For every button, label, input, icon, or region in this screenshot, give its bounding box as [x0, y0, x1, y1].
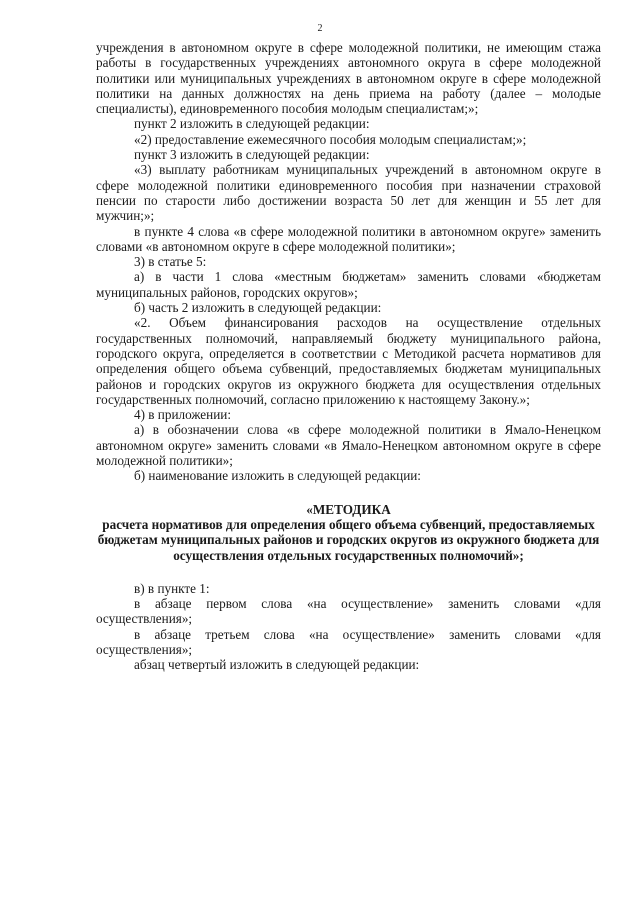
paragraph: б) часть 2 изложить в следующей редакции: — [134, 300, 382, 316]
paragraph: а) в части 1 слова «местным бюджетам» заменить словами «бюджетам муниципальных районов, городских округов»; — [96, 269, 601, 300]
paragraph: в пункте 4 слова «в сфере молодежной политики в автономном округе» заменить словами «в автономном округе в сфере молодежной политики»; — [96, 223, 601, 254]
paragraph: в абзаце первом слова «на осуществление» заменить словами «для осуществления»; — [96, 596, 601, 627]
paragraph: «3) выплату работникам муниципальных учреждений в автономном округе в сфере молодежной политики единовременного пособия при назначении страховой пенсии по старости либо достижении возраста 50 лет для женщин и 55 лет для мужчин;»; — [96, 162, 601, 224]
paragraph: 3) в статье 5: — [134, 254, 207, 270]
section-heading-title: «МЕТОДИКА — [306, 501, 391, 517]
paragraph: б) наименование изложить в следующей редакции: — [134, 468, 421, 484]
page-number: 2 — [317, 23, 323, 34]
section-heading-subtitle: расчета нормативов для определения общего объема субвенций, предоставляемых бюджетам муниципальных районов и городских округов из окружного бюджета для осуществления отдельных государственных полномочий»; — [97, 516, 600, 563]
paragraph: в) в пункте 1: — [134, 580, 210, 596]
document-body — [96, 40, 601, 673]
paragraph: 4) в приложении: — [134, 407, 231, 423]
paragraph: пункт 3 изложить в следующей редакции: — [134, 147, 370, 163]
paragraph: «2. Объем финансирования расходов на осуществление отдельных государственных полномочий, направляемый бюджету муниципального района, городского округа, определяется в соответствии с Методикой расчета нормативов для определения общего объема субвенций, предоставляемых бюджетам муниципальных районов и городских округов из окружного бюджета для осуществления отдельных государственных полномочий, согласно приложению к настоящему Закону.»; — [96, 315, 601, 407]
paragraph: абзац четвертый изложить в следующей редакции: — [134, 657, 420, 673]
paragraph: «2) предоставление ежемесячного пособия молодым специалистам;»; — [134, 131, 527, 147]
paragraph-continuation: учреждения в автономном округе в сфере молодежной политики, не имеющим стажа работы в государственных учреждениях автономного округа в сфере молодежной политики или муниципальных учреждениях в автономном округе в сфере молодежной политики на данных должностях на день приема на работу (далее – молодые специалисты), единовременного пособия молодым специалистам;»; — [96, 40, 601, 117]
paragraph: а) в обозначении слова «в сфере молодежной политики в Ямало-Ненецком автономном округе» заменить словами «в Ямало-Ненецком автономном округе в сфере молодежной политики»; — [96, 422, 601, 469]
paragraph: в абзаце третьем слова «на осуществление» заменить словами «для осуществления»; — [96, 626, 601, 657]
paragraph: пункт 2 изложить в следующей редакции: — [134, 116, 370, 132]
